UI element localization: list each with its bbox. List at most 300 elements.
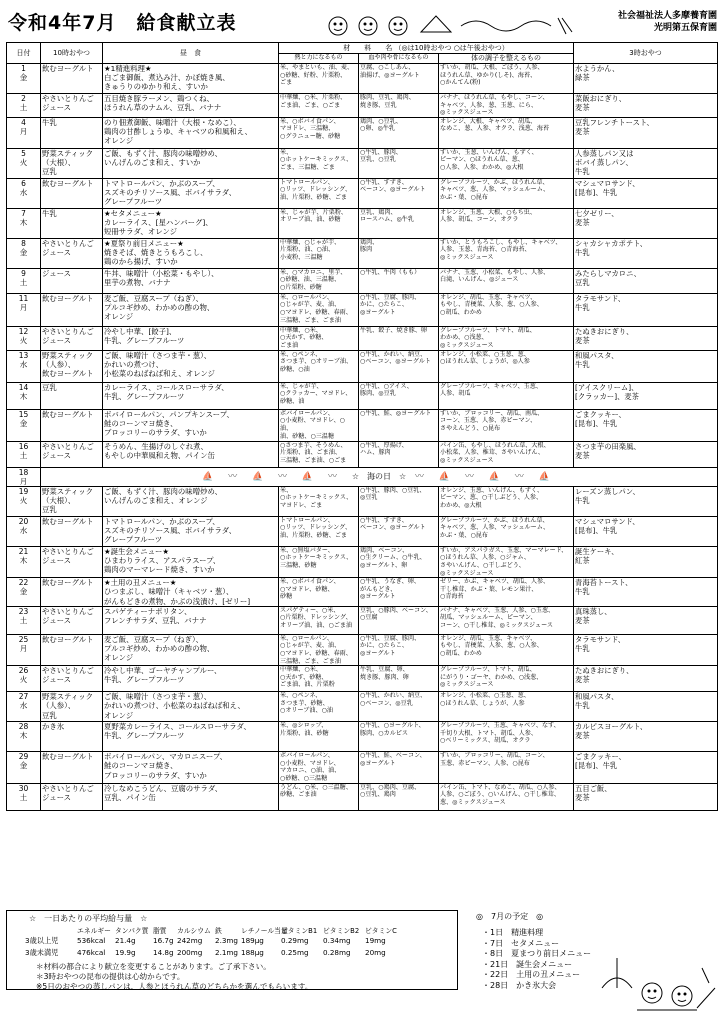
row-mat-body-text: ○牛乳、すずき、 ベーコン、◎ヨーグルト bbox=[360, 178, 426, 194]
nutrition-header: カルシウム bbox=[177, 927, 211, 935]
row-lunch bbox=[103, 238, 279, 268]
row-snack10-text: 飲むヨーグルト bbox=[42, 578, 94, 588]
menu-row bbox=[7, 326, 718, 350]
row-date-text: 26 火 bbox=[18, 666, 29, 685]
nutrition-header: ビタミンB1 bbox=[281, 927, 318, 935]
notes bbox=[36, 962, 312, 992]
row-mat-condition bbox=[439, 326, 574, 350]
row-mat-condition-text: パイン缶、もやし、ほうれん草、大根、 小松菜、人参、椎茸、さやいんげん、 ◎ミックスジュース bbox=[440, 441, 550, 464]
row-date bbox=[7, 94, 41, 118]
row-snack10 bbox=[41, 546, 103, 577]
menu-row bbox=[7, 178, 718, 208]
row-snack3 bbox=[574, 783, 718, 810]
row-snack10 bbox=[41, 178, 103, 208]
row-mat-condition bbox=[439, 634, 574, 665]
row-mat-energy-text: 米、やまといも、油、麦、 ○砂糖、好粉、片栗粉、 ごま bbox=[280, 64, 354, 87]
nutrition-header: エネルギー bbox=[77, 927, 111, 935]
row-snack3 bbox=[574, 441, 718, 467]
row-mat-body bbox=[359, 293, 439, 326]
row-mat-body-text: ○牛乳、うなぎ、卵、 がんもどき、 ◎ヨーグルト bbox=[360, 578, 420, 601]
row-lunch-text: ご飯、もずく汁、豚肉の味噌炒め、 いんげんのごま和え、オレンジ bbox=[104, 486, 222, 505]
row-mat-energy-text: 中華麺、○じゃが芋、 片栗粉、油、○油、 小麦粉、三温糖 bbox=[280, 238, 341, 261]
row-mat-condition-text: オレンジ、小松菜、○玉葱、葱、 ○ほうれん草、しょうが、人参 bbox=[440, 692, 530, 707]
header-date: 日付 bbox=[7, 43, 41, 64]
row-mat-energy-text: 中華麺、○米、片栗粉、 ごま油、ごま、○ごま bbox=[280, 94, 347, 109]
row-snack10-text: 飲むヨーグルト bbox=[42, 634, 94, 644]
footer bbox=[6, 910, 717, 1018]
row-date-text: 16 土 bbox=[18, 441, 29, 460]
row-date-text: 29 金 bbox=[18, 752, 29, 771]
row-snack3-text: 七夕ゼリー、 麦茶 bbox=[575, 208, 619, 227]
row-mat-condition bbox=[439, 148, 574, 178]
row-lunch-text: ★土用の丑メニュー★ ひつまぶし、味噌汁（キャベツ・葱）、 がんもどきの煮物、かぶの浅漬け、[ゼリー] bbox=[104, 578, 251, 606]
sailboat-icon: ⛵ 〰 ⛵ 〰 ⛵ 〰 bbox=[202, 471, 352, 482]
plan-title: ◎ 7月の予定 ◎ bbox=[476, 912, 544, 921]
row-snack3-text: [アイスクリーム]、 [クラッカー]、麦茶 bbox=[575, 382, 639, 401]
row-mat-body bbox=[359, 546, 439, 577]
row-mat-body-text: 豚肉、豆乳、鶏肉、 焼き豚、豆乳 bbox=[360, 94, 415, 109]
sailboat-icon: 〰 ⛵ 〰 ⛵ 〰 ⛵ bbox=[406, 471, 556, 482]
row-mat-condition-text: パイン缶、トマト、なめこ、胡瓜、○人参、 人参、○ごぼう、○いんげん、○干し椎茸、 葱、◎ミックスジュース bbox=[440, 783, 561, 806]
row-lunch-text: ★セタメニュー★ カレーライス、[星ハンバーグ]、 短冊サラダ、オレンジ bbox=[104, 208, 213, 237]
row-snack10 bbox=[41, 578, 103, 607]
nutrition-value: 200mg bbox=[177, 948, 203, 957]
row-mat-condition bbox=[439, 486, 574, 516]
row-lunch bbox=[103, 783, 279, 810]
row-snack10-text: 野菜スティック （大根）、 豆乳 bbox=[42, 486, 93, 515]
row-snack3-text: 和風パスタ、 牛乳 bbox=[575, 350, 619, 369]
row-snack3-text: 水ようかん、 緑茶 bbox=[575, 64, 620, 82]
row-mat-condition bbox=[439, 516, 574, 546]
row-mat-energy bbox=[279, 350, 359, 382]
nutrition-headers bbox=[77, 925, 395, 935]
row-mat-condition-text: オレンジ、小松菜、○玉葱、葱、 ○ほうれん草、しょうが、◎人参 bbox=[440, 350, 530, 366]
row-date-text: 9 土 bbox=[19, 268, 28, 287]
row-mat-energy-text: 米、じゃが芋、片栗粉、 オリーブ油、油、砂糖 bbox=[280, 208, 348, 224]
row-mat-energy-text: 米、○ボバイ食パン、 ○マヨドレ、砂糖、 砂糖 bbox=[280, 578, 340, 601]
row-mat-condition bbox=[439, 178, 574, 208]
row-mat-energy bbox=[279, 178, 359, 208]
row-date-text: 21 木 bbox=[18, 546, 29, 565]
row-snack3-text: タラモサンド、 牛乳 bbox=[575, 634, 626, 653]
header-snack10: 10時おやつ bbox=[41, 43, 103, 64]
row-mat-energy bbox=[279, 293, 359, 326]
row-mat-condition-text: すいか、とうもろこし、もやし、キャベツ、 人参、玉葱、青海苔、○青海苔、 ◎ミックスジュース bbox=[440, 238, 562, 261]
menu-row bbox=[7, 238, 718, 268]
row-snack3 bbox=[574, 117, 718, 148]
row-snack3 bbox=[574, 666, 718, 692]
row-mat-energy-text: トマトロールパン、 ○リッツ、ドレッシング、 油、片栗粉、砂糖、ごま bbox=[280, 178, 352, 201]
row-mat-body bbox=[359, 409, 439, 441]
row-snack10 bbox=[41, 94, 103, 118]
header-materials bbox=[279, 43, 574, 54]
row-date-text: 1 金 bbox=[19, 64, 28, 82]
row-snack10-text: やさいとりんご ジュース bbox=[42, 238, 94, 257]
header-materials-note: （◎は10時おやつ ○は午後おやつ） bbox=[394, 43, 509, 52]
row-lunch bbox=[103, 268, 279, 293]
row-snack10-text: 野菜スティック （人参）、 豆乳 bbox=[42, 692, 93, 720]
row-mat-condition-text: オレンジ、玉葱、いんげん、もずく、 ピーマン、葱、○干しぶどう、人参、 わかめ、◎大根 bbox=[440, 486, 544, 509]
nutrition-header: タンパク質 bbox=[115, 927, 149, 935]
row-mat-condition-text: すいか、玉葱、いんげん、もずく、 ピーマン、○ほうれん草、葱、 ○人参、人参、わかめ、◎大根 bbox=[440, 148, 538, 171]
row-snack10-text: 飲むヨーグルト bbox=[42, 516, 94, 526]
row-date bbox=[7, 752, 41, 783]
row-mat-condition bbox=[439, 268, 574, 293]
row-mat-body bbox=[359, 578, 439, 607]
row-snack10-text: やさいとりんご ジュース bbox=[42, 546, 94, 565]
row-snack3 bbox=[574, 326, 718, 350]
row-snack3 bbox=[574, 752, 718, 783]
row-lunch-text: ★誕生会メニュー★ ひまわりライス、アスパラスープ、 鶏肉のマーマレード焼き、すいか bbox=[104, 546, 221, 575]
row-mat-energy bbox=[279, 409, 359, 441]
menu-row bbox=[7, 516, 718, 546]
menu-row bbox=[7, 783, 718, 810]
row-mat-condition bbox=[439, 692, 574, 722]
row-date-text: 27 水 bbox=[18, 692, 29, 711]
holiday-date bbox=[7, 467, 41, 486]
row-date bbox=[7, 606, 41, 634]
row-mat-energy-text: ボバイロールパン、 ○小麦粉、マヨドレ、 マカロニ、○油、油、 ○砂糖、○三温糖 bbox=[280, 752, 341, 782]
row-date-text: 22 金 bbox=[18, 578, 29, 597]
row-mat-condition bbox=[439, 208, 574, 238]
note-line: ＊材料の都合により献立を変更することがあります。ご了承下さい。 bbox=[36, 962, 271, 971]
nutrition-value: 0.29mg bbox=[281, 936, 309, 945]
row-mat-body bbox=[359, 268, 439, 293]
row-mat-energy bbox=[279, 516, 359, 546]
row-snack10 bbox=[41, 293, 103, 326]
row-date-text: 11 月 bbox=[18, 293, 29, 312]
row-lunch-text: ★夏祭り前日メニュー★ 焼きそば、焼きとうもろこし、 鶏のから揚げ、すいか bbox=[104, 238, 208, 267]
row-snack3 bbox=[574, 546, 718, 577]
header-mat-condition: 体の調子を整えるもの bbox=[439, 54, 574, 64]
row-snack10 bbox=[41, 441, 103, 467]
row-snack10 bbox=[41, 516, 103, 546]
row-date-text: 8 金 bbox=[19, 238, 28, 257]
row-mat-body bbox=[359, 692, 439, 722]
row-lunch-text: 夏野菜カレーライス、コールスローサラダ、 牛乳、グレープフルーツ bbox=[104, 722, 251, 741]
row-snack10-text: 牛乳 bbox=[42, 208, 57, 218]
row-mat-condition-text: グレープフルーツ、トマト、胡瓜、 にがうり・ゴーヤ、わかめ、○浅葱、 ◎ミックスジュース bbox=[440, 666, 543, 689]
row-snack10 bbox=[41, 208, 103, 238]
row-lunch bbox=[103, 208, 279, 238]
row-mat-energy-text: 米、○ペンネ、 さつま芋、○オリーブ油、 砂糖、○油 bbox=[280, 350, 353, 373]
row-snack10 bbox=[41, 783, 103, 810]
row-snack3 bbox=[574, 634, 718, 665]
row-lunch bbox=[103, 409, 279, 441]
row-mat-condition-text: バナナ、キャベツ、玉葱、人参、○玉葱、 胡瓜、マッシュルーム、ピーマン、 コーン、○干し椎茸、◎ミックスジュース bbox=[440, 606, 555, 629]
row-date bbox=[7, 268, 41, 293]
row-mat-energy bbox=[279, 117, 359, 148]
row-mat-energy bbox=[279, 692, 359, 722]
row-mat-condition bbox=[439, 606, 574, 634]
row-mat-body-text: 豆乳、鶏肉、 ロースハム、◎牛乳 bbox=[360, 208, 414, 224]
nutrition-row bbox=[25, 936, 395, 946]
row-lunch bbox=[103, 117, 279, 148]
nutrition-value: 188μg bbox=[241, 948, 264, 957]
row-snack10-text: 飲むヨーグルト bbox=[42, 752, 94, 762]
row-date bbox=[7, 117, 41, 148]
row-date bbox=[7, 64, 41, 94]
row-snack3-text: マシュマロサンド、 [昆布]、牛乳 bbox=[575, 178, 640, 197]
row-mat-body bbox=[359, 382, 439, 409]
row-lunch-text: ボバイロールパン、パンプキンスープ、 鮭のコーンマヨ焼き、 ブロッコリーのサラダ、すいか bbox=[104, 409, 234, 438]
row-mat-body-text: 鶏肉、ベーコン、 ○生クリーム、○牛乳、 ◎ヨーグルト、卵 bbox=[360, 546, 426, 569]
row-snack3-text: タラモサンド、 牛乳 bbox=[575, 293, 626, 312]
plan-item: ・21日 誕生会メニュー bbox=[482, 959, 573, 969]
row-snack10 bbox=[41, 148, 103, 178]
row-snack3-text: たぬきおにぎり、 麦茶 bbox=[575, 326, 634, 345]
menu-row bbox=[7, 441, 718, 467]
row-lunch bbox=[103, 293, 279, 326]
row-snack10 bbox=[41, 350, 103, 382]
row-snack10 bbox=[41, 64, 103, 94]
row-lunch bbox=[103, 64, 279, 94]
row-mat-energy bbox=[279, 238, 359, 268]
row-mat-energy bbox=[279, 578, 359, 607]
children-illustration bbox=[597, 948, 717, 1018]
nutrition-title: ☆ 一日あたりの平均給与量 ☆ bbox=[29, 914, 148, 923]
row-mat-energy bbox=[279, 606, 359, 634]
row-mat-body-text: 牛乳、豆腐、卵、 焼き豚、豚肉、卵 bbox=[360, 666, 409, 681]
menu-row bbox=[7, 692, 718, 722]
row-mat-condition-text: オレンジ、胡瓜、玉葱、キャベツ、 もやし、青梗菜、人参、葱、○人参、 ○胡瓜、わかめ bbox=[440, 634, 543, 657]
row-mat-condition-text: グレープフルーツ、キャベツ、玉葱、 人参、胡瓜 bbox=[440, 382, 542, 398]
row-mat-body-text: ○牛乳、豆腐、豚肉、 かに、○たらこ、 ◎ヨーグルト bbox=[360, 634, 421, 657]
nutrition-header: ビタミンC bbox=[365, 927, 397, 935]
plan-item: ・1日 精進料理 bbox=[482, 928, 544, 937]
row-snack3 bbox=[574, 94, 718, 118]
row-snack10 bbox=[41, 752, 103, 783]
nutrition-header: レチノール当量 bbox=[241, 927, 288, 935]
page-header bbox=[6, 8, 717, 38]
menu-row bbox=[7, 293, 718, 326]
row-snack3 bbox=[574, 722, 718, 752]
nutrition-value: 536kcal bbox=[77, 936, 106, 945]
row-mat-energy bbox=[279, 666, 359, 692]
row-snack10 bbox=[41, 692, 103, 722]
row-mat-energy-text: 米、 ○ホットケーキミックス、 ごま、三温糖、ごま bbox=[280, 148, 353, 171]
row-date-text: 28 木 bbox=[18, 722, 29, 741]
row-snack3-text: 真珠蒸し、 麦茶 bbox=[575, 606, 612, 625]
menu-row bbox=[7, 606, 718, 634]
menu-row bbox=[7, 486, 718, 516]
plan-item: ・7日 セタメニュー bbox=[482, 938, 560, 948]
row-mat-condition bbox=[439, 666, 574, 692]
row-date-text: 14 木 bbox=[18, 382, 29, 401]
row-mat-energy-text: ボバイロールパン、 ○小麦粉、マヨドレ、○油、 油、砂糖、○三温糖 bbox=[280, 409, 345, 440]
row-snack10-text: ジュース bbox=[42, 268, 72, 278]
header-materials-label: 材 料 名 bbox=[343, 43, 393, 52]
row-lunch bbox=[103, 486, 279, 516]
tanabata-icon bbox=[329, 16, 572, 35]
row-mat-body-text: ○牛乳、○ヨーグルト、 豚肉、○カルピス bbox=[360, 722, 425, 737]
row-snack3 bbox=[574, 350, 718, 382]
row-snack3-text: レーズン蒸しパン、 牛乳 bbox=[575, 486, 640, 505]
row-mat-body-text: ○牛乳、○アイス、 豚肉、◎豆乳 bbox=[360, 382, 413, 398]
menu-row bbox=[7, 546, 718, 577]
row-snack10 bbox=[41, 634, 103, 665]
row-mat-condition-text: オレンジ、大根、キャベツ、胡瓜、 なめこ、葱、人参、オクラ、浅葱、海苔 bbox=[440, 117, 550, 133]
row-mat-energy-text: 中華麺、○米、 ○天かす、砂糖、 ごま油、油、片栗粉 bbox=[280, 666, 335, 689]
row-lunch-text: ご飯、もずく汁、豚肉の味噌炒め、 いんげんのごま和え、すいか bbox=[104, 148, 222, 167]
row-date bbox=[7, 722, 41, 752]
row-mat-energy-text: 米、じゃが芋、 ○クラッカー、マヨドレ、 砂糖、油 bbox=[280, 382, 352, 405]
row-mat-condition-text: すいか、ブロッコリー、胡瓜、コーン、 玉葱、赤ピーマン、人参、○昆布 bbox=[440, 752, 549, 767]
row-snack3-text: 豆乳フレンチトースト、 麦茶 bbox=[575, 117, 654, 136]
row-date-text: 4 月 bbox=[19, 117, 28, 136]
nutrition-row-label: 3歳未満児 bbox=[25, 948, 59, 957]
row-snack3-text: マシュマロサンド、 [昆布]、牛乳 bbox=[575, 516, 640, 535]
row-snack10 bbox=[41, 722, 103, 752]
plan-item: ・8日 夏まつり前日メニュー bbox=[482, 949, 592, 958]
row-date-text: 23 土 bbox=[18, 606, 29, 625]
holiday-row bbox=[7, 467, 718, 486]
header-lunch: 昼 食 bbox=[103, 43, 279, 64]
row-mat-condition-text: すいか、ブロッコリー、胡瓜、南瓜、 コーン、玉葱、人参、赤ピーマン、 さやえんどう、○昆布 bbox=[440, 409, 544, 432]
menu-row bbox=[7, 634, 718, 665]
row-date-text: 5 火 bbox=[19, 148, 28, 167]
menu-row bbox=[7, 117, 718, 148]
row-mat-body-text: ○牛乳、厚揚げ、 ハム、豚肉 bbox=[360, 441, 408, 457]
row-mat-energy bbox=[279, 94, 359, 118]
row-lunch-text: 冷しなめこうどん、豆腐のサラダ、 豆乳、パイン缶 bbox=[104, 783, 223, 802]
menu-table bbox=[6, 42, 718, 811]
row-lunch bbox=[103, 692, 279, 722]
row-snack3 bbox=[574, 486, 718, 516]
row-lunch-text: トマトロールパン、かぶのスープ、 スズキのチリソース風、ボバイサラダ、 グレープフルーツ bbox=[104, 516, 237, 545]
row-lunch-text: ボバイロールパン、マカロニスープ、 鮭のコーンマヨ焼き、 ブロッコリーのサラダ、すいか bbox=[104, 752, 228, 780]
row-snack10-text: 飲むヨーグルト bbox=[42, 293, 94, 303]
plan-item: ・28日 かき氷大会 bbox=[482, 980, 557, 990]
note-line: ＊3時おやつの昆布の提供は心幼からです。 bbox=[36, 972, 185, 981]
nutrition-value: 2.3mg bbox=[215, 936, 238, 945]
row-snack3-text: シャカシャカポテト、 牛乳 bbox=[575, 238, 648, 257]
menu-row bbox=[7, 409, 718, 441]
row-date bbox=[7, 293, 41, 326]
nutrition-value: 0.28mg bbox=[323, 948, 351, 957]
row-mat-energy-text: トマトロールパン、 ○リッツ、ドレッシング、 油、片栗粉、砂糖、ごま bbox=[280, 516, 352, 539]
row-mat-body bbox=[359, 666, 439, 692]
row-mat-condition-text: バナナ、ほうれん草、もやし、コーン、 キャベツ、人参、葱、玉葱、にら、 ◎ミックスジュース bbox=[440, 94, 549, 117]
row-mat-energy bbox=[279, 486, 359, 516]
row-date bbox=[7, 486, 41, 516]
org-line1: 社会福祉法人多摩養育園 bbox=[617, 11, 717, 21]
row-date bbox=[7, 326, 41, 350]
row-snack3 bbox=[574, 382, 718, 409]
holiday-date-text: 18 月 bbox=[18, 467, 29, 486]
organization-name bbox=[618, 10, 717, 34]
row-date-text: 15 金 bbox=[18, 409, 29, 428]
row-lunch bbox=[103, 634, 279, 665]
row-mat-body-text: ○牛乳、鮭、◎ヨーグルト bbox=[360, 409, 432, 417]
row-snack10-text: 飲むヨーグルト bbox=[42, 178, 94, 188]
row-snack3 bbox=[574, 692, 718, 722]
row-mat-body bbox=[359, 64, 439, 94]
row-mat-body bbox=[359, 350, 439, 382]
row-snack10-text: やさいとりんご ジュース bbox=[42, 666, 94, 685]
row-mat-energy bbox=[279, 783, 359, 810]
row-lunch bbox=[103, 752, 279, 783]
row-mat-body-text: ○牛乳、牛肉（もも） bbox=[360, 268, 421, 276]
org-line2: 光明第五保育園 bbox=[653, 23, 717, 33]
row-mat-condition bbox=[439, 578, 574, 607]
row-mat-body bbox=[359, 178, 439, 208]
row-mat-energy-text: 米、○ロールパン、 ○じゃが芋、麦、油、 ○マヨドレ、砂糖、春雨、 三温糖、ごま、ごま油 bbox=[280, 293, 352, 324]
row-mat-energy bbox=[279, 382, 359, 409]
row-snack10 bbox=[41, 268, 103, 293]
row-mat-body bbox=[359, 634, 439, 665]
row-lunch bbox=[103, 722, 279, 752]
row-mat-body-text: 牛乳、餃子、焼き豚、卵 bbox=[360, 326, 428, 334]
row-mat-body-text: 豆乳、○豚肉、ベーコン、 ○豆腐 bbox=[360, 606, 432, 622]
monthly-plan bbox=[466, 910, 717, 1018]
row-lunch bbox=[103, 350, 279, 382]
row-snack10-text: 飲むヨーグルト bbox=[42, 64, 94, 73]
holiday-label: ☆ 海の日 ☆ bbox=[351, 471, 407, 481]
row-mat-body bbox=[359, 326, 439, 350]
row-mat-energy-text: 米、○ロールパン、 ○じゃが芋、麦、油、 ○マヨドレ、砂糖、春雨、 三温糖、ごま、ごま油 bbox=[280, 634, 352, 665]
row-snack10-text: やさいとりんご ジュース bbox=[42, 441, 94, 460]
row-mat-condition-text: すいか、胡瓜、大根、ごぼう、人参、 ほうれん草、ゆかり(しそ)、海苔、 ○かんてん(粉) bbox=[440, 64, 544, 87]
row-date bbox=[7, 578, 41, 607]
nutrition-header: 脂質 bbox=[153, 927, 167, 935]
row-date bbox=[7, 409, 41, 441]
row-lunch bbox=[103, 441, 279, 467]
row-date bbox=[7, 238, 41, 268]
row-mat-body bbox=[359, 94, 439, 118]
nutrition-row-label: 3歳以上児 bbox=[25, 936, 59, 945]
row-date bbox=[7, 350, 41, 382]
menu-row bbox=[7, 94, 718, 118]
row-lunch-text: ご飯、味噌汁（さつま芋・葱）、 かれいの煮つけ、小松菜のねばねば和え、 オレンジ bbox=[104, 692, 245, 720]
nutrition-value: 16.7g bbox=[153, 936, 174, 945]
row-lunch bbox=[103, 326, 279, 350]
nutrition-value: 0.25mg bbox=[281, 948, 309, 957]
row-date bbox=[7, 546, 41, 577]
row-mat-condition-text: グレープフルーツ、玉葱、キャベツ、なす、 千切り大根、トマト、胡瓜、人参、 ○ベリーミックス、胡瓜、オクラ bbox=[440, 722, 560, 745]
row-mat-body bbox=[359, 238, 439, 268]
row-mat-body bbox=[359, 722, 439, 752]
row-mat-condition-text: グレープフルーツ、かぶ、ほうれん草、 キャベツ、葱、人参、マッシュルーム、 かぶ・葉、○昆布 bbox=[440, 516, 550, 539]
row-snack10-text: かき氷 bbox=[42, 722, 65, 732]
row-lunch-text: カレーライス、コールスローサラダ、 牛乳、グレープフルーツ bbox=[104, 382, 229, 401]
nutrition-value: 189μg bbox=[241, 936, 264, 945]
row-lunch bbox=[103, 178, 279, 208]
row-snack10 bbox=[41, 409, 103, 441]
row-mat-energy-text: 米、○無塩バター、 ○ホットケーキミックス、 三温糖、砂糖 bbox=[280, 546, 353, 569]
row-mat-energy bbox=[279, 634, 359, 665]
row-snack3-text: 誕生ケーキ、 紅茶 bbox=[575, 546, 619, 565]
row-mat-energy-text: ○さつま芋、そうめん、 片栗粉、油、ごま油、 三温糖、ごま油、○ごま bbox=[280, 441, 347, 464]
row-mat-body bbox=[359, 606, 439, 634]
nutrition-value: 14.8g bbox=[153, 948, 174, 957]
row-mat-energy-text: 米、◎シロップ、 片栗粉、油、砂糖 bbox=[280, 722, 329, 737]
menu-row bbox=[7, 64, 718, 94]
row-mat-condition bbox=[439, 94, 574, 118]
row-lunch-text: 牛丼、味噌汁（小松菜・もやし）、 里芋の煮物、バナナ bbox=[104, 268, 219, 287]
row-snack3 bbox=[574, 606, 718, 634]
row-snack3-text: 菜飯おにぎり、 麦茶 bbox=[575, 94, 627, 112]
row-snack3-text: 和風パスタ、 牛乳 bbox=[575, 692, 619, 711]
row-lunch-text: そうめん、生揚げのしぐれ煮、 もやしの中華風和え物、パイン缶 bbox=[104, 441, 215, 460]
row-lunch-text: トマトロールパン、かぶのスープ、 スズキのチリソース風、ボバイサラダ、 グレープフルーツ bbox=[104, 178, 237, 207]
menu-row bbox=[7, 208, 718, 238]
row-snack3-text: 人参蒸しパン又は ボバイ蒸しパン、 牛乳 bbox=[575, 148, 634, 176]
row-mat-condition-text: オレンジ、玉葱、大根、○もち虫、 人参、胡瓜、コーン、オクラ bbox=[440, 208, 536, 224]
row-snack3 bbox=[574, 516, 718, 546]
row-mat-condition-text: オレンジ、胡瓜、玉葱、キャベツ、 もやし、青梗菜、人参、葱、○人参、 ○胡瓜、わかめ bbox=[440, 293, 543, 316]
row-mat-condition bbox=[439, 64, 574, 94]
